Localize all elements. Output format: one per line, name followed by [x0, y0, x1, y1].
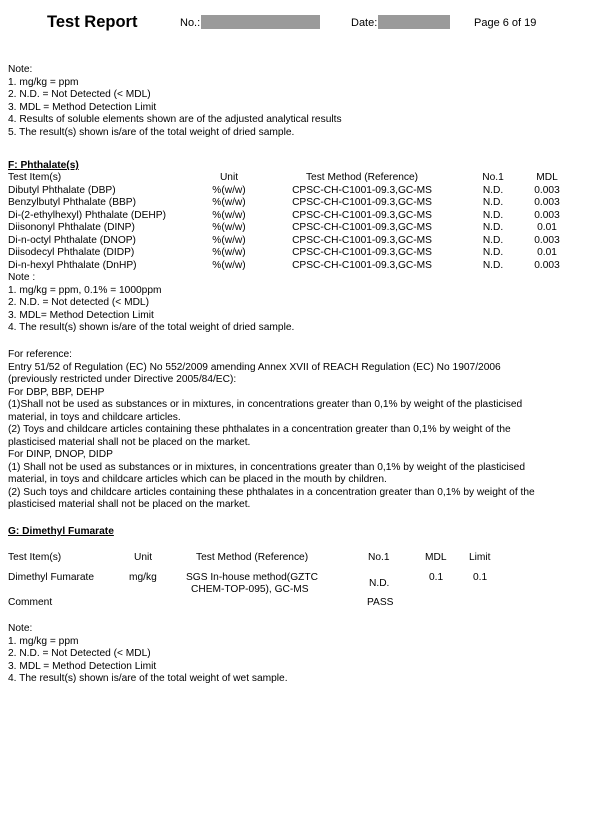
method-cell-line1: SGS In-house method(GZTC: [186, 572, 318, 583]
note-line: 3. MDL = Method Detection Limit: [8, 101, 157, 113]
note-heading: Note:: [8, 623, 33, 634]
method-cell: CPSC-CH-C1001-09.3,GC-MS: [292, 184, 432, 196]
note-line: 1. mg/kg = ppm: [8, 76, 79, 88]
unit-cell: %(w/w): [212, 234, 246, 246]
redacted-report-number: [201, 15, 320, 29]
phthalate-notes: [8, 272, 294, 335]
mdl-cell: 0.003: [534, 234, 560, 246]
table-row: [8, 197, 570, 210]
reference-text: [8, 349, 586, 512]
unit-cell: %(w/w): [212, 259, 246, 271]
item-cell: Dimethyl Fumarate: [8, 572, 95, 583]
note-line: 3. MDL = Method Detection Limit: [8, 660, 157, 672]
column-header: No.1: [482, 172, 504, 183]
unit-cell: %(w/w): [212, 222, 246, 233]
method-cell: CPSC-CH-C1001-09.3,GC-MS: [292, 259, 432, 271]
table-row: [8, 247, 570, 260]
method-cell-line2: CHEM-TOP-095), GC-MS: [191, 584, 309, 595]
reference-line: material, in toys and childcare articles which can be placed in the mouth by children.: [8, 474, 387, 485]
phthalate-table: [8, 172, 570, 272]
column-header: Unit: [134, 552, 153, 563]
table-row: [8, 260, 570, 273]
reference-line: Entry 51/52 of Regulation (EC) No 552/2009 amending Annex XVII of REACH Regulation (EC) No 1907/2006: [8, 361, 501, 373]
column-header: Test Method (Reference): [305, 172, 419, 183]
result-cell: N.D.: [482, 197, 504, 208]
comment-label: Comment: [8, 597, 53, 608]
result-cell: N.D.: [482, 247, 504, 258]
comment-result: PASS: [367, 597, 394, 608]
result-cell: N.D.: [482, 222, 504, 233]
note-line: 2. N.D. = Not Detected (< MDL): [8, 89, 151, 100]
note-heading: Note:: [8, 64, 33, 75]
mdl-cell: 0.01: [537, 247, 557, 258]
item-cell: Benzylbutyl Phthalate (BBP): [8, 197, 136, 208]
note-line: 1. mg/kg = ppm: [8, 635, 79, 647]
note-line: 2. N.D. = Not detected (< MDL): [8, 297, 149, 308]
mdl-cell: 0.1: [429, 572, 444, 583]
note-line: 5. The result(s) shown is/are of the total weight of dried sample.: [8, 126, 295, 138]
unit-cell: %(w/w): [212, 247, 246, 258]
table-row: [8, 222, 570, 235]
column-header: Unit: [219, 172, 239, 183]
note-line: 4. The result(s) shown is/are of the total weight of dried sample.: [8, 322, 295, 333]
reference-line: For DBP, BBP, DEHP: [8, 386, 105, 398]
general-notes: [8, 64, 342, 139]
column-header: No.1: [368, 552, 390, 563]
result-cell: N.D.: [482, 184, 504, 196]
method-cell: CPSC-CH-C1001-09.3,GC-MS: [292, 234, 432, 246]
reference-line: For DINP, DNOP, DIDP: [8, 449, 113, 460]
reference-line: (2) Toys and childcare articles containing these phthalates in a concentration greater than 0,1% by weight of the: [8, 424, 511, 435]
reference-line: (1)Shall not be used as substances or in mixtures, in concentrations greater than 0,1% by weight of the plasticised: [8, 399, 523, 410]
table-row: [8, 185, 570, 198]
report-title: Test Report: [47, 13, 138, 31]
result-cell: N.D.: [482, 259, 504, 271]
method-cell: CPSC-CH-C1001-09.3,GC-MS: [292, 222, 432, 233]
dmf-notes: [8, 623, 288, 686]
item-cell: Di-n-hexyl Phthalate (DnHP): [8, 259, 137, 271]
column-header: Limit: [469, 552, 491, 563]
note-heading: Note :: [8, 272, 36, 283]
mdl-cell: 0.003: [534, 197, 560, 208]
note-line: 1. mg/kg = ppm, 0.1% = 1000ppm: [8, 284, 162, 296]
item-cell: Di-(2-ethylhexyl) Phthalate (DEHP): [8, 209, 166, 221]
unit-cell: mg/kg: [129, 572, 157, 583]
column-header: Test Method (Reference): [196, 552, 309, 563]
reference-line: (2) Such toys and childcare articles containing these phthalates in a concentration greater than 0,1% by weight of the: [8, 486, 535, 498]
item-cell: Diisodecyl Phthalate (DIDP): [8, 247, 135, 258]
column-header: Test Item(s): [8, 172, 62, 183]
report-number-label: No.:: [180, 17, 201, 29]
item-cell: Dibutyl Phthalate (DBP): [8, 184, 116, 196]
table-row: [8, 235, 570, 248]
result-cell: N.D.: [369, 578, 390, 589]
note-line: 3. MDL= Method Detection Limit: [8, 309, 154, 321]
mdl-cell: 0.01: [537, 222, 557, 233]
reference-line: plasticised material shall not be placed on the market.: [8, 436, 251, 448]
item-cell: Di-n-octyl Phthalate (DNOP): [8, 234, 136, 246]
column-header: Test Item(s): [8, 552, 62, 563]
result-cell: N.D.: [482, 209, 504, 221]
redacted-report-date: [378, 15, 450, 29]
table-header-row: [8, 172, 570, 185]
page-number: Page 6 of 19: [474, 17, 537, 29]
reference-line: (1) Shall not be used as substances or in mixtures, in concentrations greater than 0,1% by weight of the plasticised: [8, 461, 526, 473]
method-cell: CPSC-CH-C1001-09.3,GC-MS: [292, 247, 432, 258]
column-header: MDL: [425, 552, 447, 563]
mdl-cell: 0.003: [534, 259, 560, 271]
section-f-title: F: Phthalate(s): [8, 160, 79, 171]
unit-cell: %(w/w): [212, 184, 246, 196]
table-row: [8, 210, 570, 223]
method-cell: CPSC-CH-C1001-09.3,GC-MS: [292, 209, 432, 221]
limit-cell: 0.1: [473, 572, 488, 583]
method-cell: CPSC-CH-C1001-09.3,GC-MS: [292, 197, 432, 208]
reference-line: For reference:: [8, 349, 72, 360]
column-header: MDL: [536, 172, 558, 183]
note-line: 4. The result(s) shown is/are of the total weight of wet sample.: [8, 673, 288, 684]
unit-cell: %(w/w): [212, 209, 246, 221]
mdl-cell: 0.003: [534, 184, 560, 196]
mdl-cell: 0.003: [534, 209, 560, 221]
section-g-title: G: Dimethyl Fumarate: [8, 526, 114, 537]
reference-line: (previously restricted under Directive 2005/84/EC):: [8, 374, 237, 385]
note-line: 2. N.D. = Not Detected (< MDL): [8, 648, 151, 659]
result-cell: N.D.: [482, 234, 504, 246]
report-date-label: Date:: [351, 17, 378, 29]
item-cell: Diisononyl Phthalate (DINP): [8, 222, 135, 233]
note-line: 4. Results of soluble elements shown are of the adjusted analytical results: [8, 114, 342, 125]
reference-line: material, in toys and childcare articles.: [8, 411, 181, 423]
unit-cell: %(w/w): [212, 197, 246, 208]
reference-line: plasticised material shall not be placed on the market.: [8, 499, 251, 510]
